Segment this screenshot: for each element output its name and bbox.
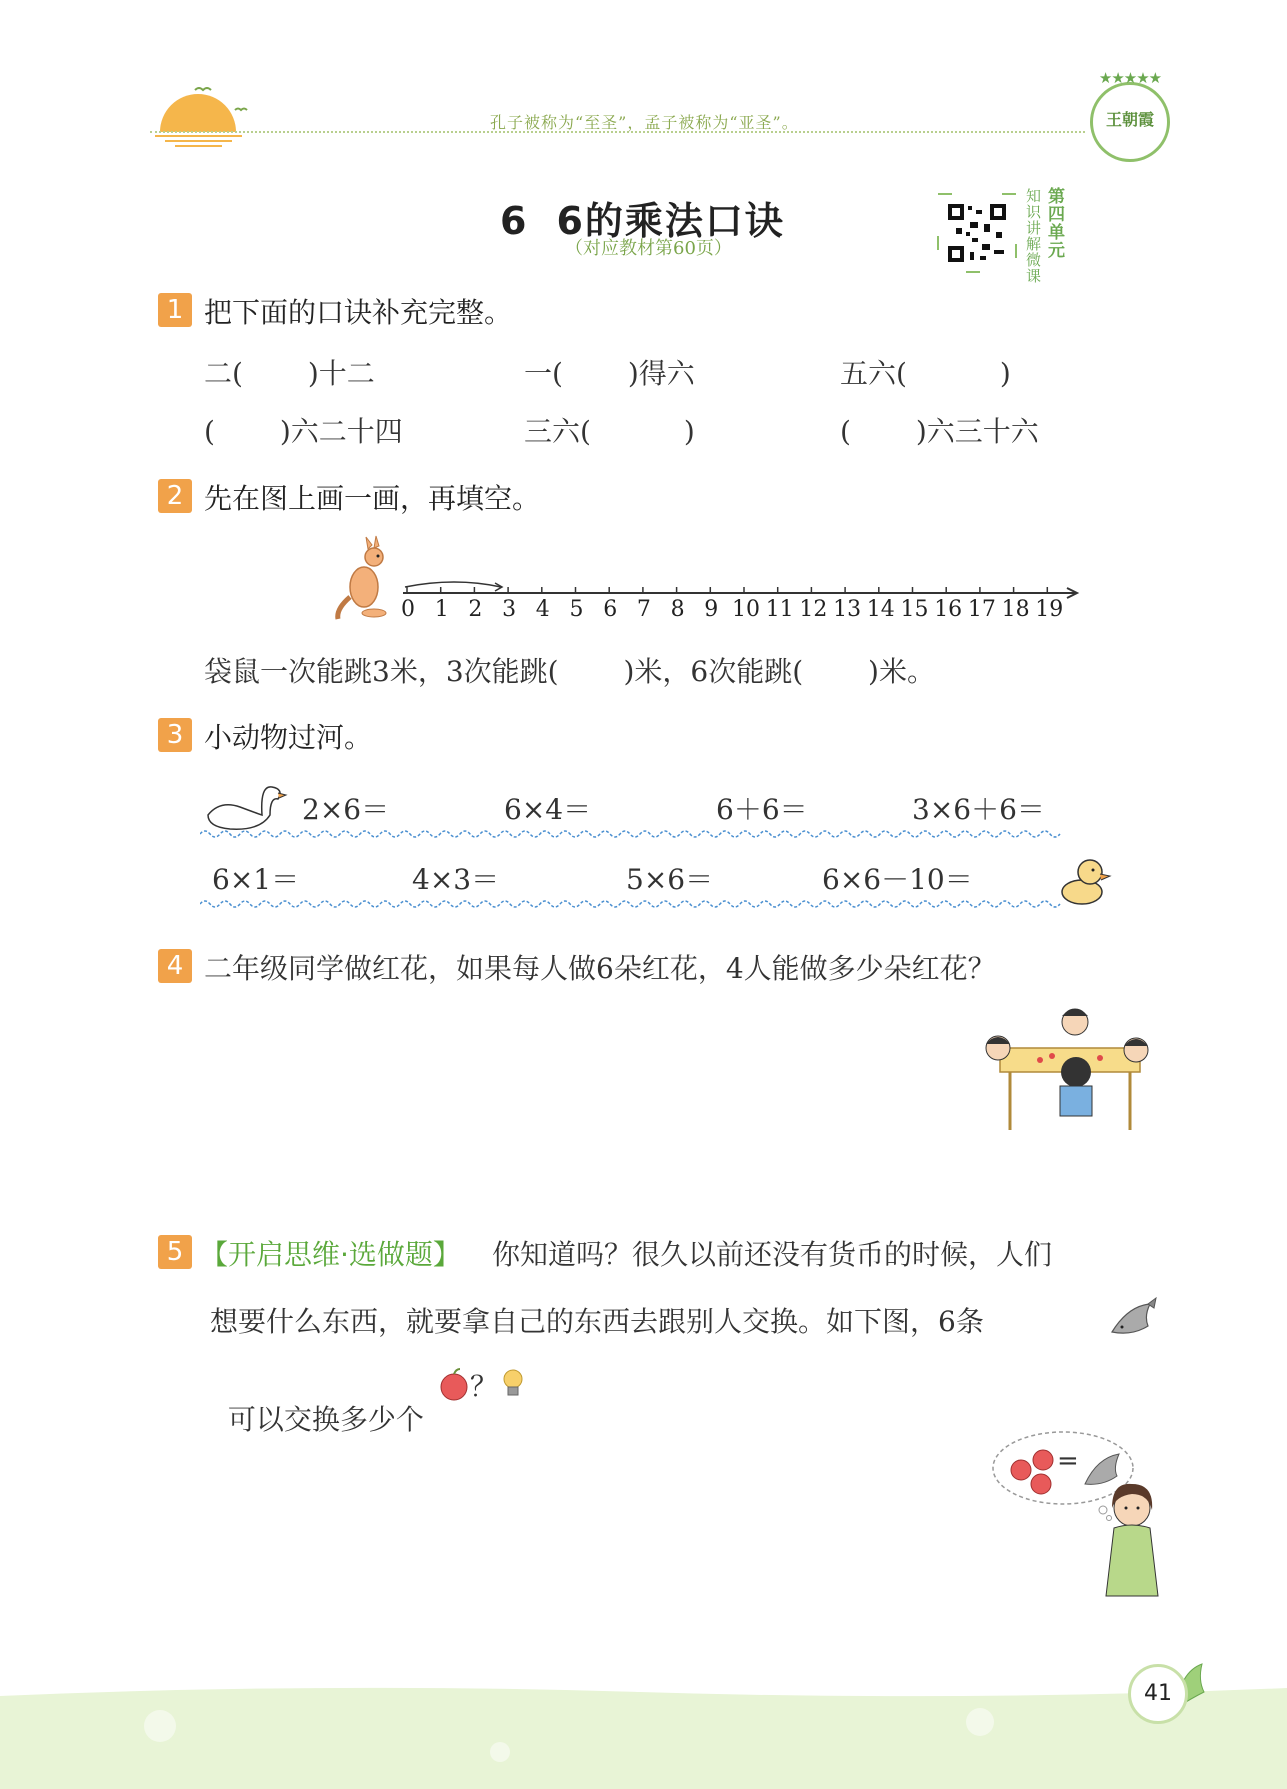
q3-row2-eq4[interactable]: 6×6－10＝: [822, 863, 973, 896]
number-line-tick-label: 0: [401, 597, 415, 622]
q1-item-1[interactable]: 二( )十二: [204, 357, 375, 390]
footer-band: [0, 1682, 1287, 1789]
duck-icon: [1058, 852, 1114, 908]
sunset-logo-icon: [150, 80, 260, 150]
question-4-prompt: 二年级同学做红花，如果每人做6朵红花，4人能做多少朵红花？: [204, 952, 996, 985]
q3-row1-eq3[interactable]: 6＋6＝: [716, 793, 808, 826]
lesson-number: 6: [500, 199, 529, 243]
question-3-number: 3: [158, 718, 192, 752]
number-line-tick-label: 2: [468, 597, 483, 622]
question-4-number: 4: [158, 949, 192, 983]
q1-item-5[interactable]: 三六( ): [524, 415, 695, 448]
q5-line-2: 想要什么东西，就要拿自己的东西去跟别人交换。如下图，6条: [210, 1305, 984, 1338]
question-1-number: 1: [158, 293, 192, 327]
river-wave-1: [200, 826, 1070, 842]
q3-row1-eq4[interactable]: 3×6＋6＝: [912, 793, 1045, 826]
lightbulb-hint-icon[interactable]: [500, 1367, 526, 1401]
number-line-tick-label: 9: [704, 597, 719, 622]
q2-sentence[interactable]: 袋鼠一次能跳3米，3次能跳( )米，6次能跳( )米。: [204, 655, 935, 688]
unit-label: 第四单元: [1048, 187, 1065, 261]
number-line-tick-label: 3: [502, 597, 517, 622]
question-3-prompt: 小动物过河。: [204, 721, 373, 754]
lesson-title-text: 6的乘法口诀: [556, 199, 785, 243]
q1-item-6[interactable]: ( )六三十六: [840, 415, 1039, 448]
number-line-tick-label: 7: [636, 597, 651, 622]
stars-icon: ★★★★★: [1098, 69, 1162, 87]
number-line-tick-label: 14: [866, 597, 895, 622]
q3-row2-eq1[interactable]: 6×1＝: [212, 863, 300, 896]
header-quote: 孔子被称为“至圣”，孟子被称为“亚圣”。: [490, 113, 799, 132]
number-line-tick-label: 13: [833, 597, 862, 622]
question-5-number: 5: [158, 1235, 192, 1269]
number-line-tick-label: 1: [434, 597, 449, 622]
q3-row1-eq2[interactable]: 6×4＝: [504, 793, 592, 826]
number-line-tick-label: 17: [967, 597, 996, 622]
kangaroo-icon: [334, 535, 392, 620]
apple-icon: [436, 1367, 472, 1403]
q5-line-3-text: 可以交换多少个: [227, 1403, 424, 1436]
q5-line-1: 你知道吗？很久以前还没有货币的时候，人们: [492, 1238, 1053, 1271]
number-line-tick-label: 10: [732, 597, 760, 622]
question-5-tag: 【开启思维·选做题】: [200, 1238, 461, 1271]
page-number: 41: [1128, 1664, 1188, 1724]
children-at-table-illustration: [980, 1000, 1160, 1145]
question-2-prompt: 先在图上画一画，再填空。: [204, 482, 541, 515]
question-1-prompt: 把下面的口诀补充完整。: [204, 296, 513, 329]
exchange-equals-sign: =: [1057, 1446, 1079, 1476]
number-line-tick-label: 11: [765, 597, 794, 622]
q3-row2-eq3[interactable]: 5×6＝: [626, 863, 714, 896]
number-line-tick-label: 6: [603, 597, 618, 622]
q1-item-3[interactable]: 五六( ): [840, 357, 1011, 390]
number-line-tick-label: 8: [670, 597, 685, 622]
girl-thinking-illustration: [1096, 1478, 1166, 1598]
number-line-tick-label: 18: [1001, 597, 1030, 622]
micro-lesson-label: 知识讲解微课: [1026, 187, 1042, 285]
number-line-tick-label: 12: [799, 597, 828, 622]
number-line-tick-label: 19: [1035, 597, 1064, 622]
number-line-tick-label: 16: [934, 597, 963, 622]
q3-row2-eq2[interactable]: 4×3＝: [412, 863, 500, 896]
number-line-tick-label: 5: [569, 597, 584, 622]
lesson-subtitle: （对应教材第60页）: [565, 238, 732, 259]
fish-icon: [1108, 1296, 1158, 1340]
brand-name: 王朝霞: [1105, 110, 1154, 129]
q1-item-4[interactable]: ( )六二十四: [204, 415, 403, 448]
q3-row1-eq1[interactable]: 2×6＝: [302, 793, 390, 826]
river-wave-2: [200, 896, 1070, 912]
q5-line-3-end: ？: [470, 1370, 499, 1403]
number-line-tick-label: 15: [900, 597, 929, 622]
number-line-tick-label: 4: [535, 597, 550, 622]
q5-line-3: [210, 1365, 424, 1438]
q1-item-2[interactable]: 一( )得六: [524, 357, 695, 390]
qr-code-icon[interactable]: [936, 192, 1018, 274]
brand-badge: [1090, 69, 1170, 162]
question-2-number: 2: [158, 479, 192, 513]
